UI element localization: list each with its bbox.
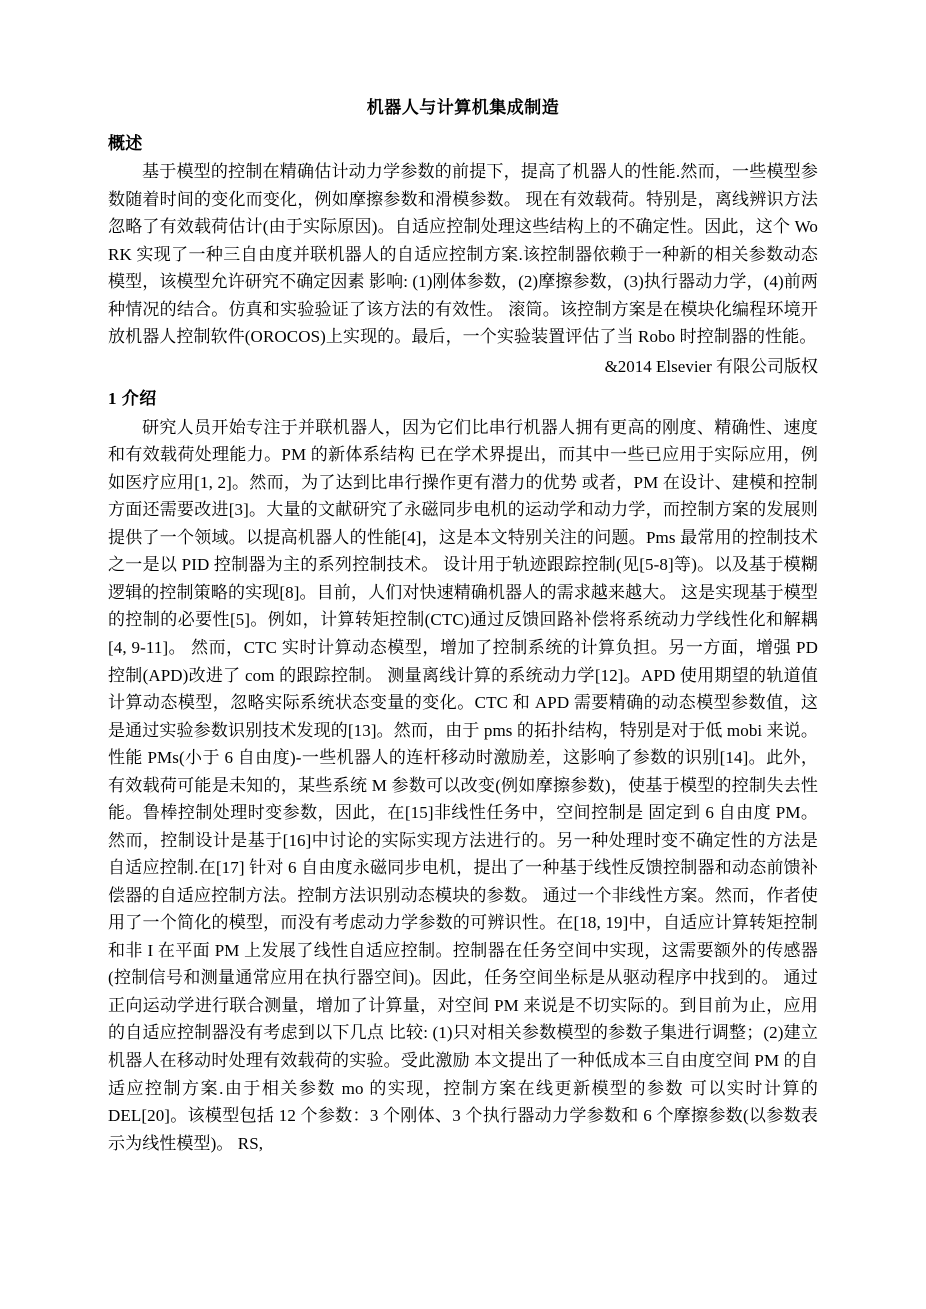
introduction-paragraph: 研究人员开始专注于并联机器人，因为它们比串行机器人拥有更高的刚度、精确性、速度和有效载荷处理能力。PM 的新体系结构 已在学术界提出，而其中一些已应用于实际应用，例如医疗应用[1, 2]。然而，为了达到比串行操作更有潜力的优势 或者，PM 在设计、建模和控制方面还需要改进[3]。大量的文献研究了永磁同步电机的运动学和动力学，而控制方案的发展则提供了一个领域。以提高机器人的性能[4]，这是本文特别关注的问题。Pms 最常用的控制技术之一是以 PID 控制器为主的系列控制技术。 设计用于轨迹跟踪控制(见[5-8]等)。以及基于模糊逻辑的控制策略的实现[8]。目前，人们对快速精确机器人的需求越来越大。 这是实现基于模型的控制的必要性[5]。例如，计算转矩控制(CTC)通过反馈回路补偿将系统动力学线性化和解耦[4, 9-11]。 然而，CTC 实时计算动态模型，增加了控制系统的计算负担。另一方面，增强 PD 控制(APD)改进了 com 的跟踪控制。 测量离线计算的系统动力学[12]。APD 使用期望的轨道值计算动态模型，忽略实际系统状态变量的变化。CTC 和 APD 需要精确的动态模型参数值，这是通过实验参数识别技术发现的[13]。然而，由于 pms 的拓扑结构，特别是对于低 mobi 来说。 性能 PMs(小于 6 自由度)-一些机器人的连杆移动时激励差，这影响了参数的识别[14]。此外，有效载荷可能是未知的，某些系统 M 参数可以改变(例如摩擦参数)，使基于模型的控制失去性能。鲁棒控制处理时变参数，因此，在[15]非线性任务中，空间控制是 固定到 6 自由度 PM。然而，控制设计是基于[16]中讨论的实际实现方法进行的。另一种处理时变不确定性的方法是自适应控制.在[17] 针对 6 自由度永磁同步电机，提出了一种基于线性反馈控制器和动态前馈补偿器的自适应控制方法。控制方法识别动态模块的参数。 通过一个非线性方案。然而，作者使用了一个简化的模型，而没有考虑动力学参数的可辨识性。在[18, 19]中，自适应计算转矩控制和非 I 在平面 PM 上发展了线性自适应控制。控制器在任务空间中实现，这需要额外的传感器(控制信号和测量通常应用在执行器空间)。因此，任务空间坐标是从驱动程序中找到的。 通过正向运动学进行联合测量，增加了计算量，对空间 PM 来说是不切实际的。到目前为止，应用的自适应控制器没有考虑到以下几点 比较: (1)只对相关参数模型的参数子集进行调整；(2)建立机器人在移动时处理有效载荷的实验。受此激励 本文提出了一种低成本三自由度空间 PM 的自适应控制方案.由于相关参数 mo 的实现，控制方案在线更新模型的参数 可以实时计算的 DEL[20]。该模型包括 12 个参数：3 个刚体、3 个执行器动力学参数和 6 个摩擦参数(以参数表示为线性模型)。 RS, <box>108 417 818 1153</box>
abstract-paragraph: 基于模型的控制在精确估计动力学参数的前提下，提高了机器人的性能.然而，一些模型参数随着时间的变化而变化，例如摩擦参数和滑模参数。 现在有效载荷。特别是，离线辨识方法忽略了有效载荷估计(由于实际原因)。自适应控制处理这些结构上的不确定性。因此，这个 Wo RK 实现了一种三自由度并联机器人的自适应控制方案.该控制器依赖于一种新的相关参数动态模型，该模型允许研究不确定因素 影响: (1)刚体参数，(2)摩擦参数，(3)执行器动力学，(4)前两种情况的结合。仿真和实验验证了该方法的有效性。 滚筒。该控制方案是在模块化编程环境开放机器人控制软件(OROCOS)上实现的。最后，一个实验装置评估了当 Robo 时控制器的性能。 <box>108 162 818 347</box>
section-heading-introduction: 1 介绍 <box>108 389 157 409</box>
section-heading-abstract: 概述 <box>108 133 143 153</box>
page-title: 机器人与计算机集成制造 <box>366 98 560 117</box>
copyright-line: &2014 Elsevier 有限公司版权 <box>604 356 818 376</box>
